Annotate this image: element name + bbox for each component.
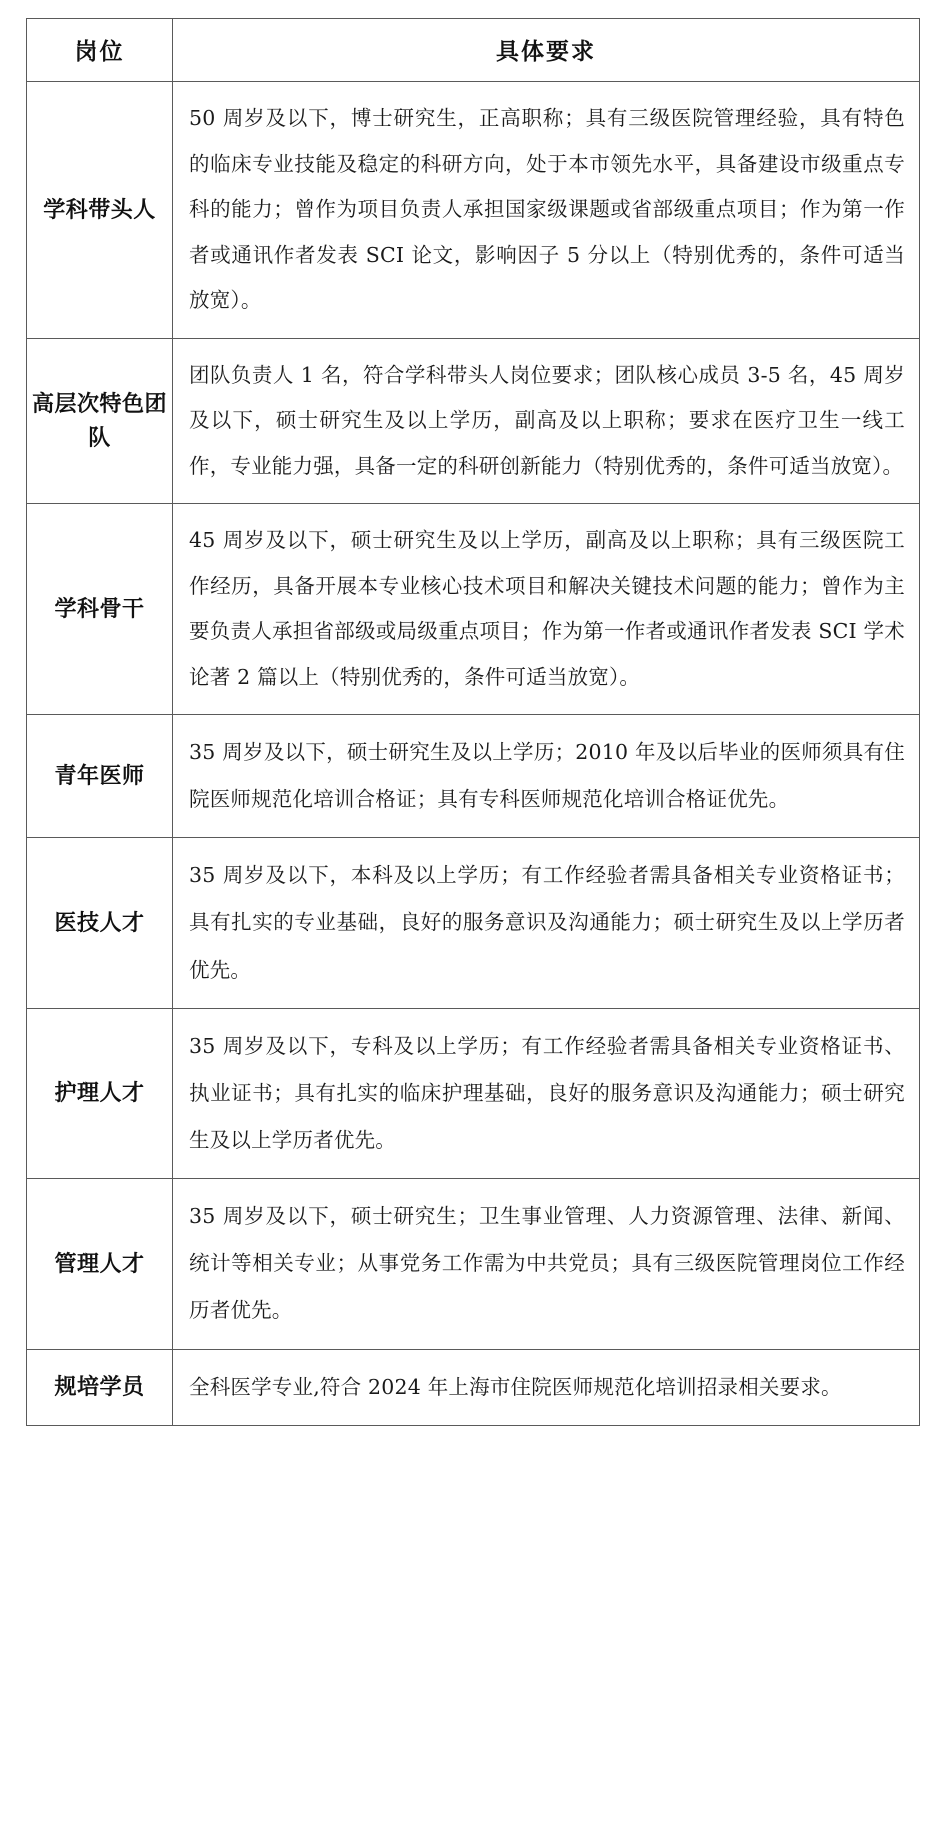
table-row — [27, 504, 920, 715]
table-row — [27, 715, 920, 838]
position-label: 护理人才 — [27, 1008, 173, 1178]
position-label: 青年医师 — [27, 715, 173, 838]
position-label: 学科骨干 — [27, 504, 173, 715]
column-header-requirements: 具体要求 — [173, 19, 920, 82]
table-header — [27, 19, 920, 82]
table-row — [27, 82, 920, 339]
position-label: 医技人才 — [27, 838, 173, 1008]
requirements-text: 35 周岁及以下，专科及以上学历；有工作经验者需具备相关专业资格证书、执业证书；具有扎实的临床护理基础，良好的服务意识及沟通能力；硕士研究生及以上学历者优先。 — [173, 1008, 920, 1178]
requirements-text: 团队负责人 1 名，符合学科带头人岗位要求；团队核心成员 3-5 名，45 周岁及以下，硕士研究生及以上学历，副高及以上职称；要求在医疗卫生一线工作，专业能力强，具备一定的科研创新能力（特别优秀的，条件可适当放宽）。 — [173, 338, 920, 504]
requirements-text: 全科医学专业,符合 2024 年上海市住院医师规范化培训招录相关要求。 — [173, 1349, 920, 1425]
position-label: 高层次特色团队 — [27, 338, 173, 504]
position-label: 学科带头人 — [27, 82, 173, 339]
table-row — [27, 338, 920, 504]
requirements-text: 35 周岁及以下，硕士研究生；卫生事业管理、人力资源管理、法律、新闻、统计等相关专业；从事党务工作需为中共党员；具有三级医院管理岗位工作经历者优先。 — [173, 1179, 920, 1349]
requirements-text: 50 周岁及以下，博士研究生，正高职称；具有三级医院管理经验，具有特色的临床专业技能及稳定的科研方向，处于本市领先水平，具备建设市级重点专科的能力；曾作为项目负责人承担国家级课题或省部级重点项目；作为第一作者或通讯作者发表 SCI 论文，影响因子 5 分以上（特别优秀的，条件可适当放宽）。 — [173, 82, 920, 339]
requirements-text: 45 周岁及以下，硕士研究生及以上学历，副高及以上职称；具有三级医院工作经历，具备开展本专业核心技术项目和解决关键技术问题的能力；曾作为主要负责人承担省部级或局级重点项目；作为第一作者或通讯作者发表 SCI 学术论著 2 篇以上（特别优秀的，条件可适当放宽）。 — [173, 504, 920, 715]
table-body — [27, 82, 920, 1426]
table-row — [27, 1008, 920, 1178]
job-requirements-table — [26, 18, 920, 1426]
column-header-position: 岗位 — [27, 19, 173, 82]
requirements-text: 35 周岁及以下，本科及以上学历；有工作经验者需具备相关专业资格证书；具有扎实的专业基础，良好的服务意识及沟通能力；硕士研究生及以上学历者优先。 — [173, 838, 920, 1008]
requirements-text: 35 周岁及以下，硕士研究生及以上学历；2010 年及以后毕业的医师须具有住院医师规范化培训合格证；具有专科医师规范化培训合格证优先。 — [173, 715, 920, 838]
position-label: 管理人才 — [27, 1179, 173, 1349]
table-row — [27, 1349, 920, 1425]
table-header-row — [27, 19, 920, 82]
position-label: 规培学员 — [27, 1349, 173, 1425]
table-row — [27, 838, 920, 1008]
table-row — [27, 1179, 920, 1349]
